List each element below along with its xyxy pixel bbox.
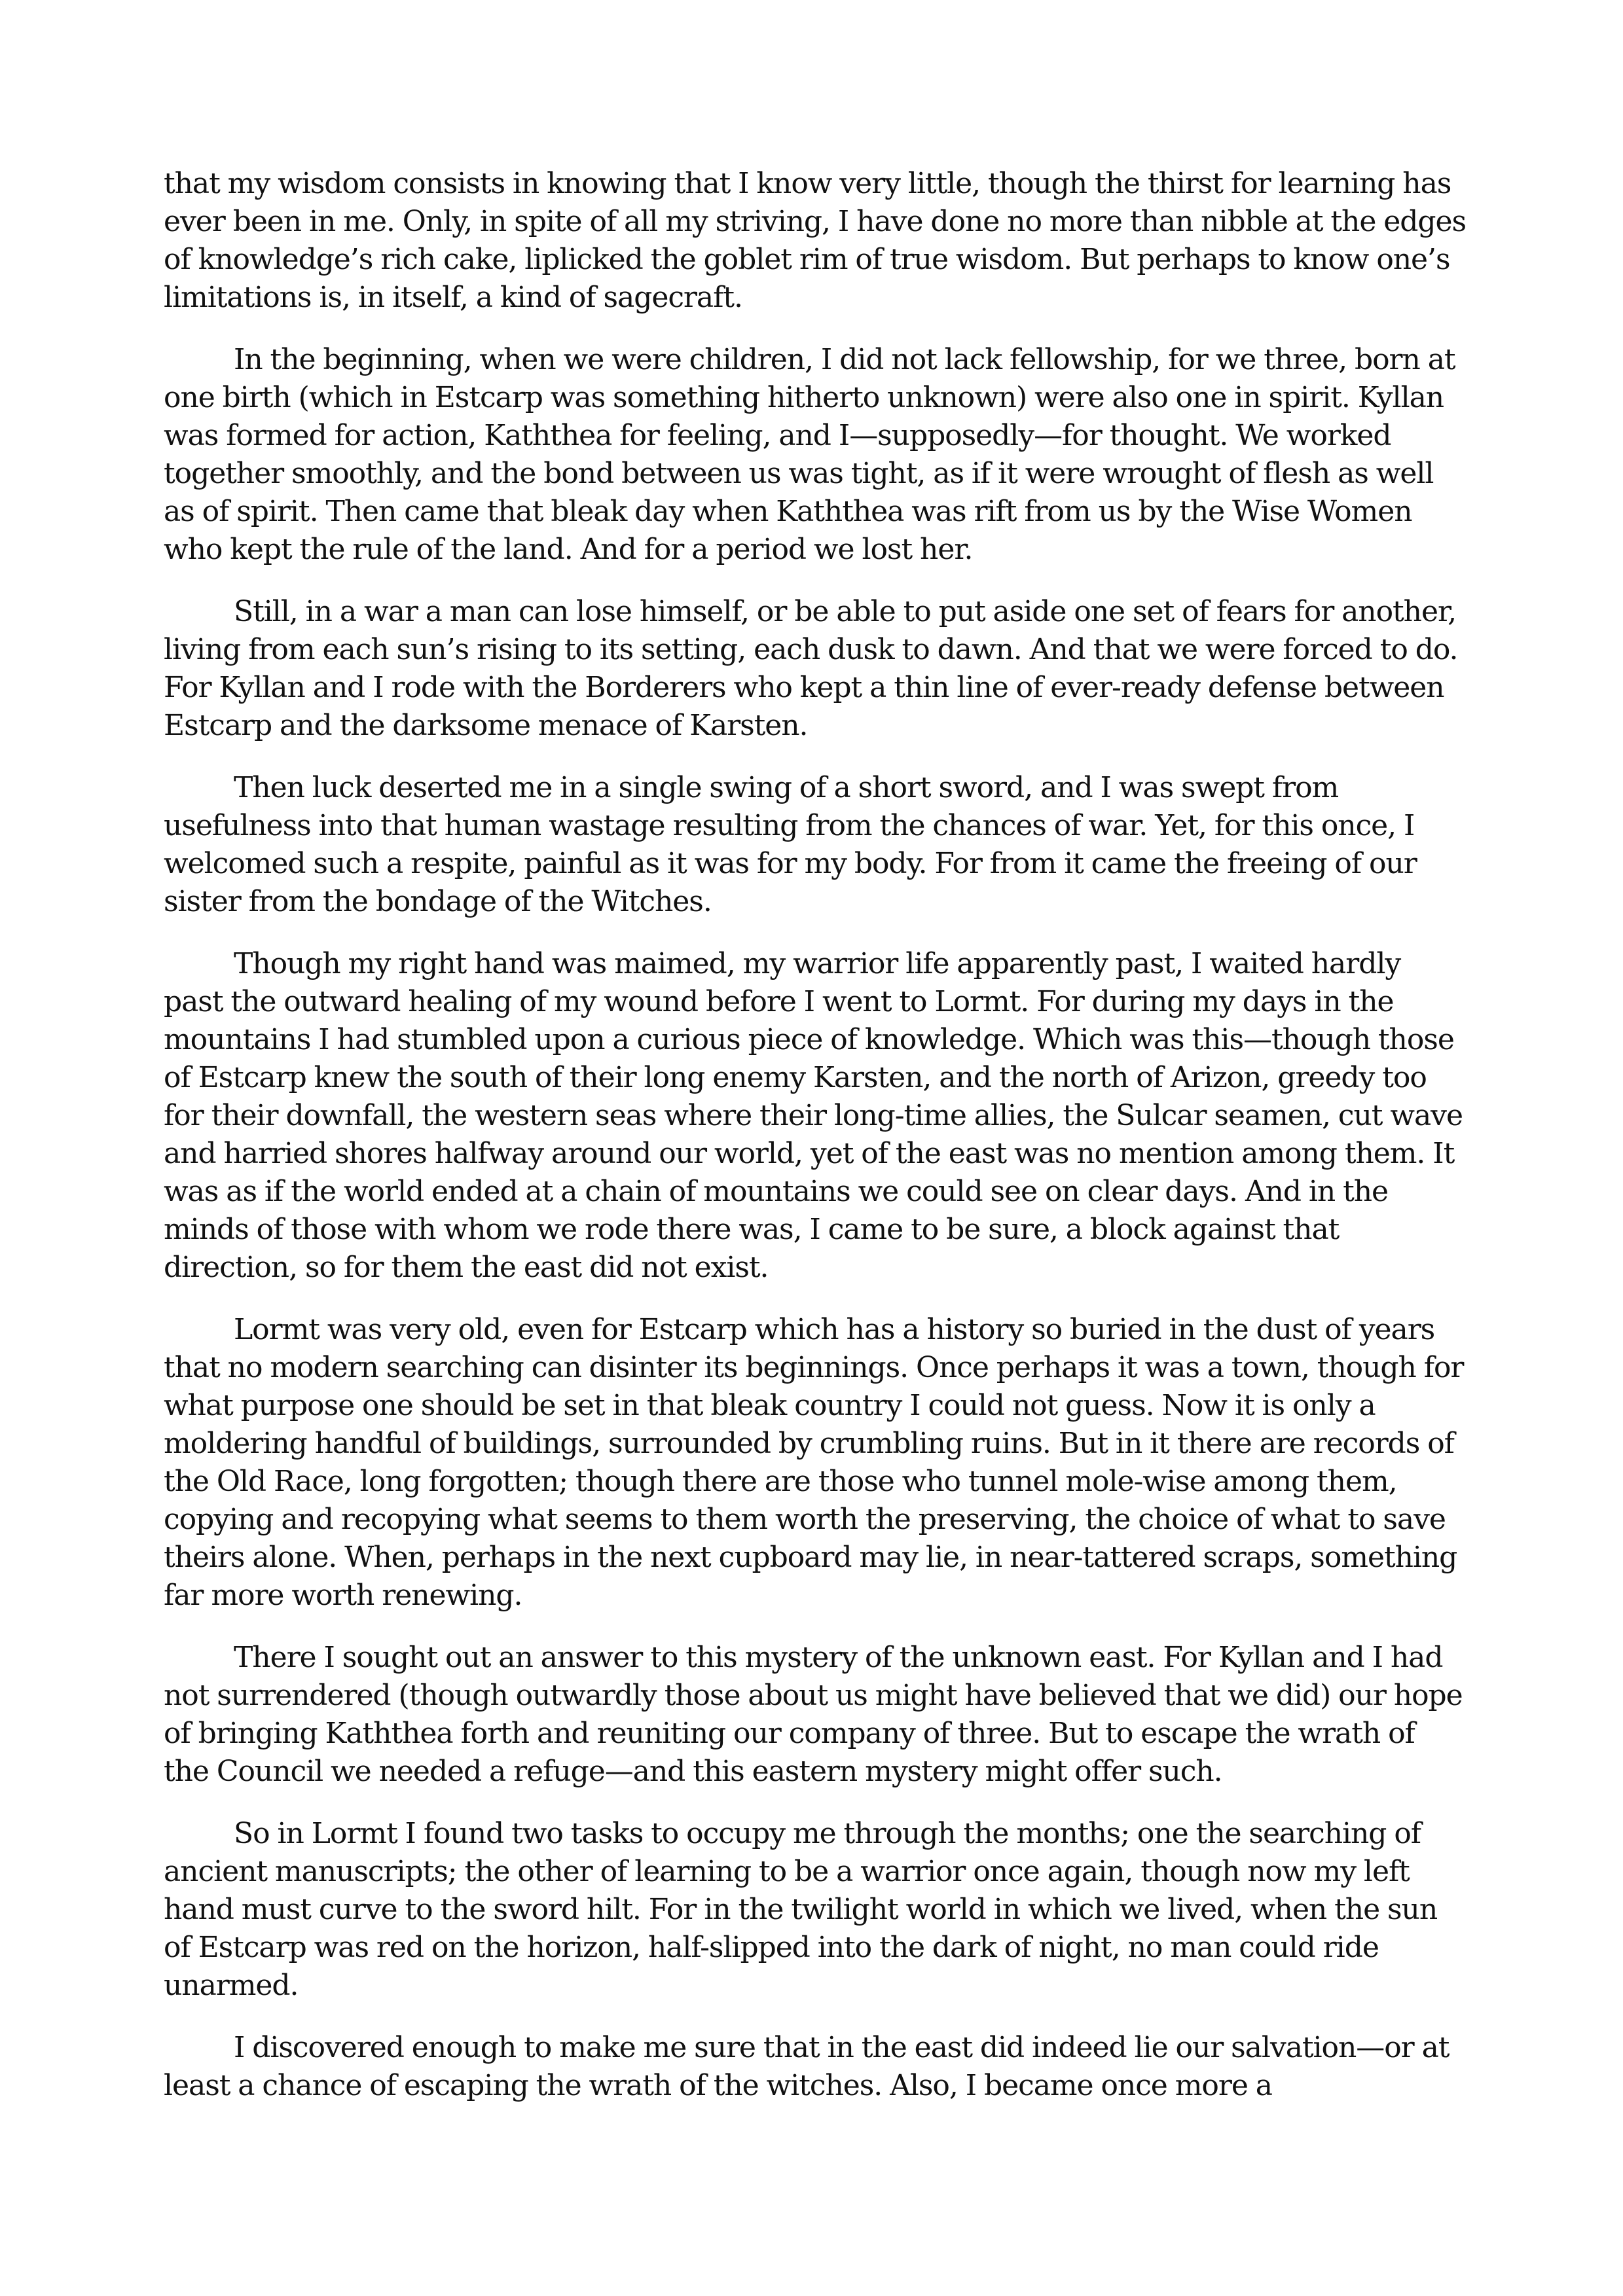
paragraph-1: that my wisdom consists in knowing that I know very little, though the thirst for learning has ever been in me. Only, in spite of all my striving, I have done no more than nibble at the edges of knowledge’s rich cake, liplicked the goblet rim of true wisdom. But perhaps to know one’s limitations is, in itself, a kind of sagecraft. — [164, 167, 1466, 314]
paragraph-2: In the beginning, when we were children, I did not lack fellowship, for we three, born at one birth (which in Estcarp was something hitherto unknown) were also one in spirit. Kyllan was formed for action, Kaththea for feeling, and I—supposedly—for thought. We worked together smoothly, and the bond between us was tight, as if it were wrought of flesh as well as of spirit. Then came that bleak day when Kaththea was rift from us by the Wise Women who kept the rule of the land. And for a period we lost her. — [164, 343, 1455, 566]
paragraph-3: Still, in a war a man can lose himself, or be able to put aside one set of fears for another, living from each sun’s rising to its setting, each dusk to dawn. And that we were forced to do. For Kyllan and I rode with the Borderers who kept a thin line of ever-ready defense between Estcarp and the darksome menace of Karsten. — [164, 595, 1458, 742]
page-body — [164, 165, 1467, 2129]
paragraph-6: Lormt was very old, even for Estcarp which has a history so buried in the dust of years that no modern searching can disinter its beginnings. Once perhaps it was a town, though for what purpose one should be set in that bleak country I could not guess. Now it is only a moldering handful of buildings, surrounded by crumbling ruins. But in it there are records of the Old Race, long forgotten; though there are those who tunnel mole-wise among them, copying and recopying what seems to them worth the preserving, the choice of what to save theirs alone. When, perhaps in the next cupboard may lie, in near-tattered scraps, something far more worth renewing. — [164, 1313, 1464, 1612]
paragraph-9: I discovered enough to make me sure that in the east did indeed lie our salvation—or at least a chance of escaping the wrath of the witches. Also, I became once more a — [164, 2031, 1450, 2102]
paragraph-8: So in Lormt I found two tasks to occupy me through the months; one the searching of ancient manuscripts; the other of learning to be a warrior once again, though now my left hand must curve to the sword hilt. For in the twilight world in which we lived, when the sun of Estcarp was red on the horizon, half-slipped into the dark of night, no man could ride unarmed. — [164, 1817, 1438, 2002]
paragraph-5: Though my right hand was maimed, my warrior life apparently past, I waited hardly past the outward healing of my wound before I went to Lormt. For during my days in the mountains I had stumbled upon a curious piece of knowledge. Which was this—though those of Estcarp knew the south of their long enemy Karsten, and the north of Arizon, greedy too for their downfall, the western seas where their long-time allies, the Sulcar seamen, cut wave and harried shores halfway around our world, yet of the east was no mention among them. It was as if the world ended at a chain of mountains we could see on clear days. And in the minds of those with whom we rode there was, I came to be sure, a block against that direction, so for them the east did not exist. — [164, 947, 1463, 1284]
paragraph-7: There I sought out an answer to this mystery of the unknown east. For Kyllan and I had not surrendered (though outwardly those about us might have believed that we did) our hope of bringing Kaththea forth and reuniting our company of three. But to escape the wrath of the Council we needed a refuge—and this eastern mystery might offer such. — [164, 1641, 1463, 1788]
paragraph-4: Then luck deserted me in a single swing of a short sword, and I was swept from usefulness into that human wastage resulting from the chances of war. Yet, for this once, I welcomed such a respite, painful as it was for my body. For from it came the freeing of our sister from the bondage of the Witches. — [164, 771, 1417, 918]
